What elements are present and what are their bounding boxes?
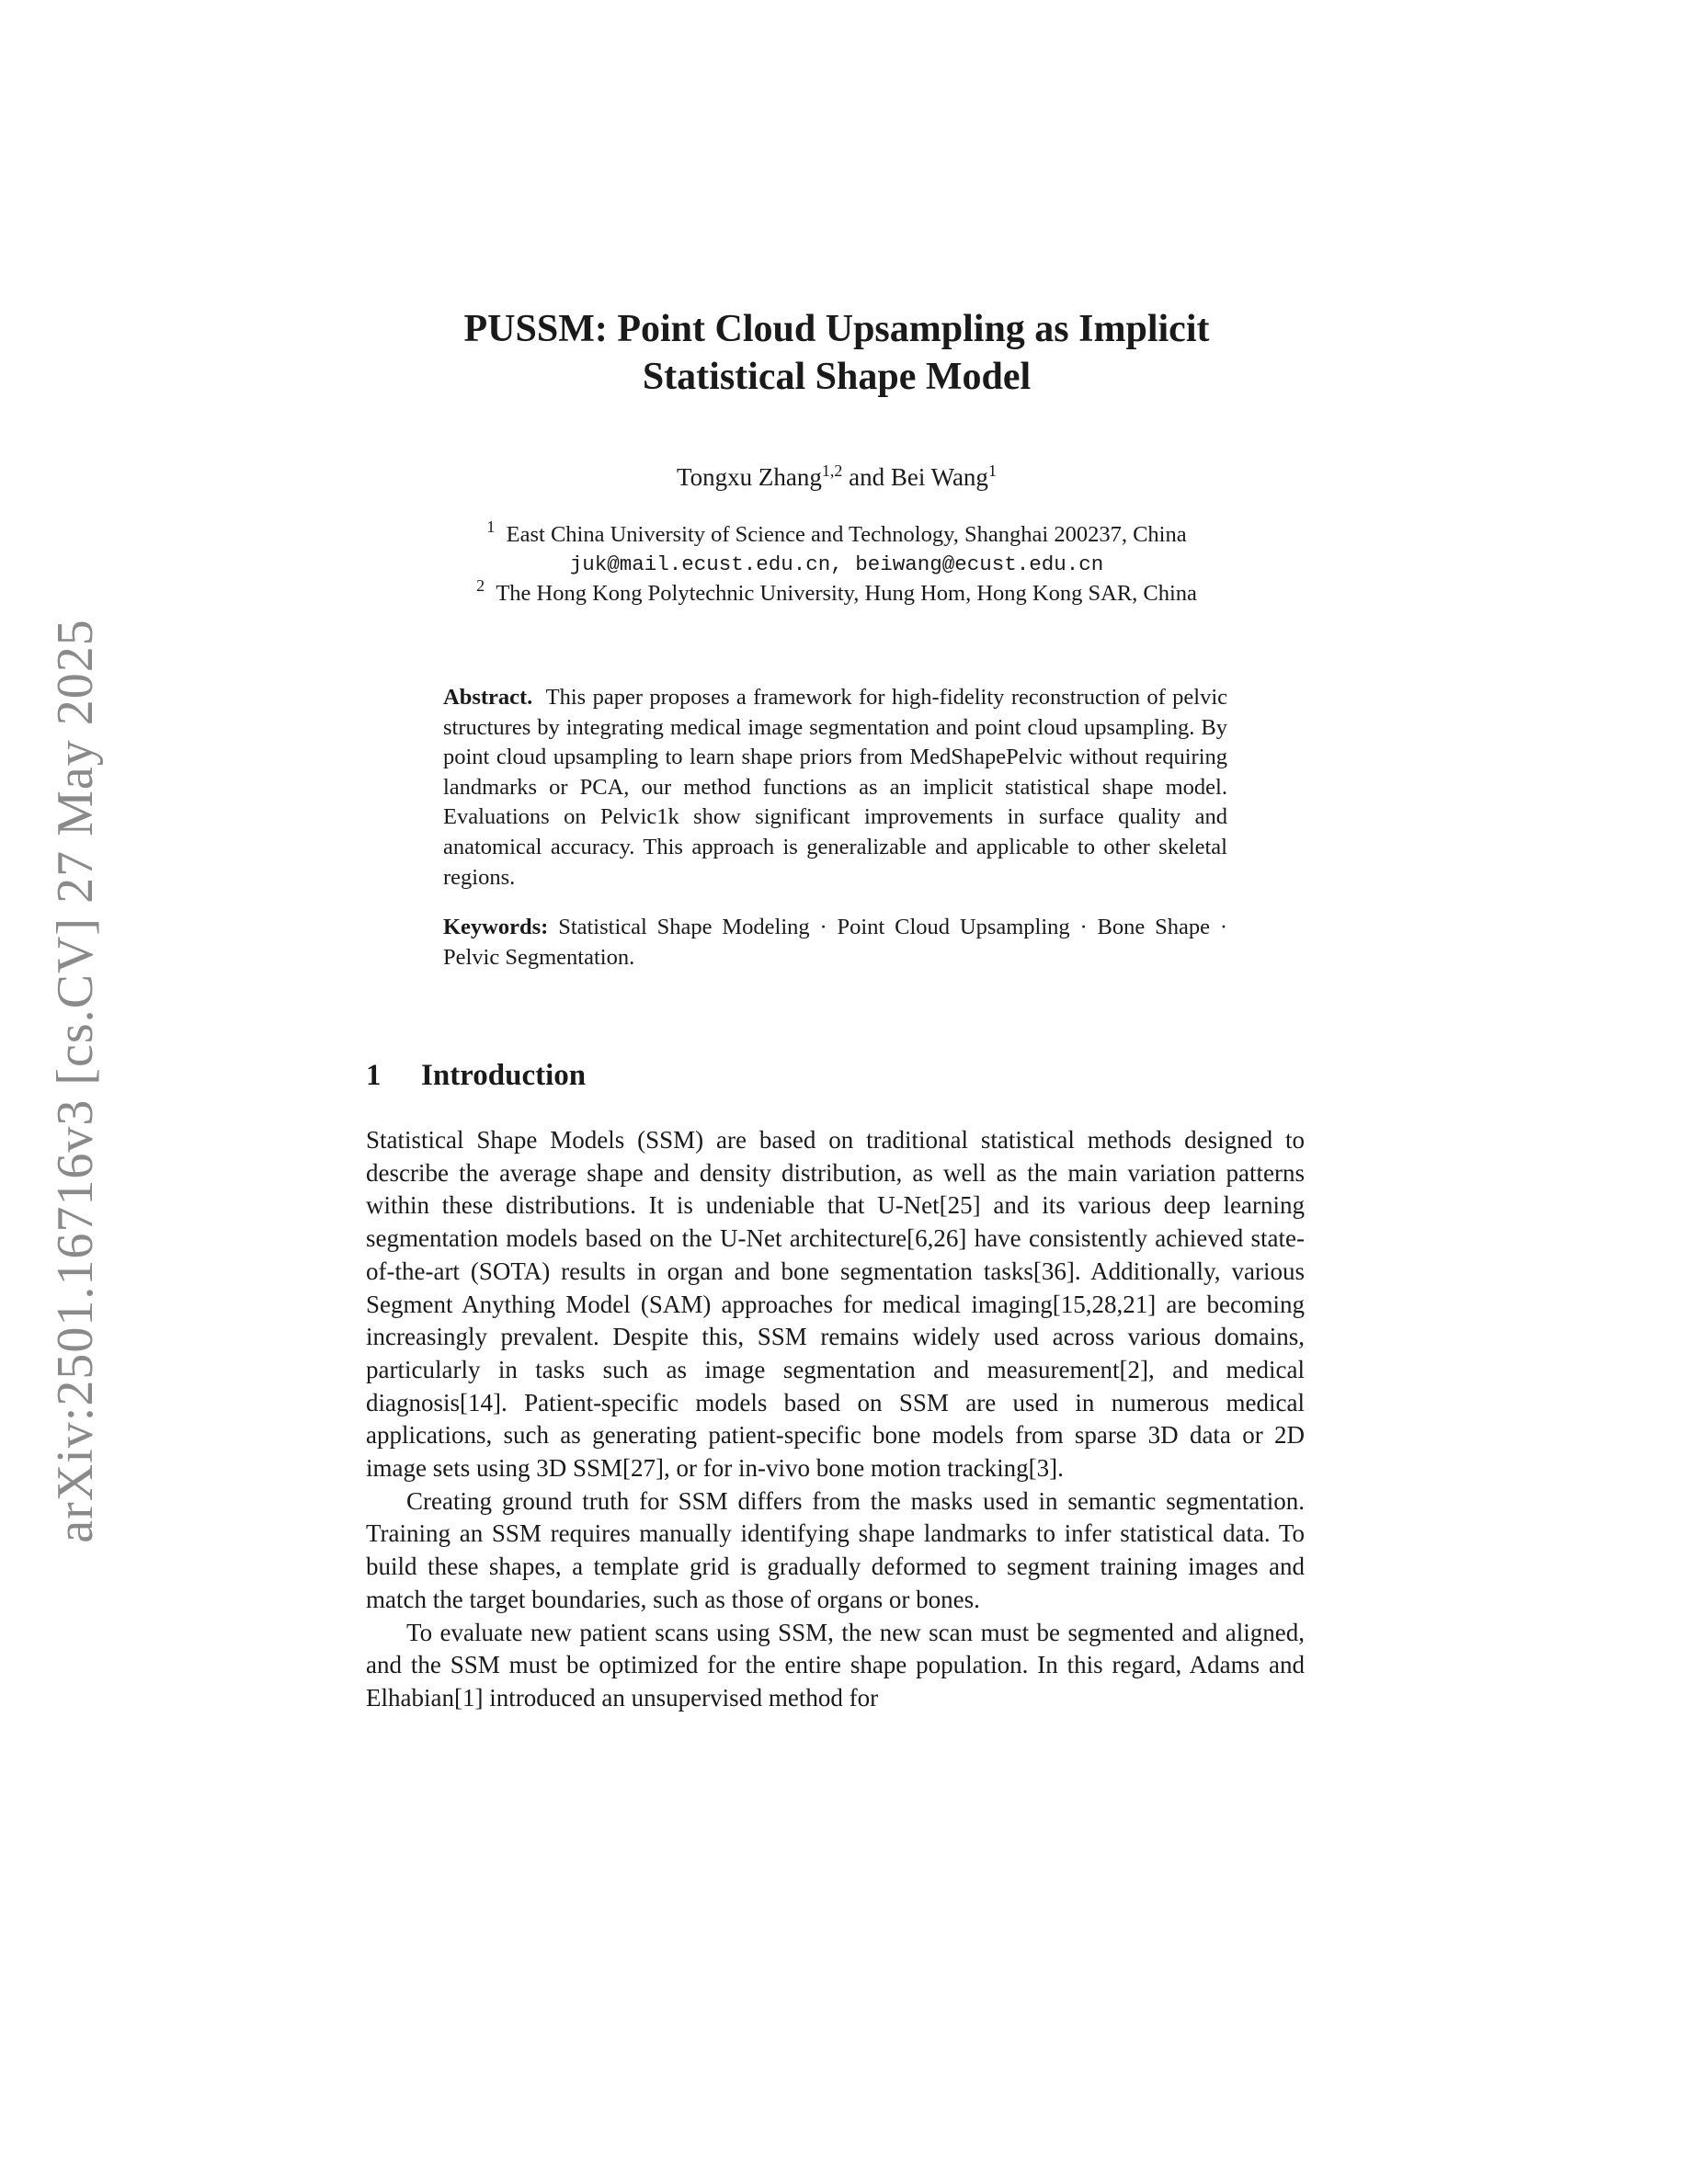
section-heading [366, 1057, 586, 1094]
abstract-text: This paper proposes a framework for high-fidelity reconstruction of pelvic structures by integrating medical image segmentation and point cloud upsampling. By point cloud upsampling to learn shape priors from MedShapePelvic without requiring landmarks or PCA, our method functions as an implicit statistical shape model. Evaluations on Pelvic1k show significant improvements in surface quality and anatomical accuracy. This approach is generalizable and applicable to other skeletal regions. [443, 685, 1228, 890]
paper-title-line-1: PUSSM: Point Cloud Upsampling as Implicit [463, 308, 1210, 350]
paper-title [368, 305, 1306, 401]
abstract-block [443, 683, 1227, 973]
affiliation-mark: 1 [486, 518, 496, 536]
paper-title-line-2: Statistical Shape Model [642, 356, 1032, 398]
introduction-body [366, 1124, 1305, 1715]
section-number: 1 [366, 1059, 382, 1092]
arxiv-identifier-stamp: arXiv:2501.16716v3 [cs.CV] 27 May 2025 [47, 619, 104, 1543]
affiliation-2 [368, 576, 1306, 609]
keywords-label: Keywords: [443, 915, 549, 940]
body-paragraph: Statistical Shape Models (SSM) are based on traditional statistical methods designed to describe the average shape and density distribution, as well as the main variation patterns within these distributions. It is undeniable that U-Net[25] and its various deep learning segmentation models based on the U-Net architecture[6,26] have consistently achieved state-of-the-art (SOTA) results in organ and bone segmentation tasks[36]. Additionally, various Segment Anything Model (SAM) approaches for medical imaging[15,28,21] are becoming increasingly prevalent. Despite this, SSM remains widely used across various domains, particularly in tasks such as image segmentation and measurement[2], and medical diagnosis[14]. Patient-specific models based on SSM are used in numerous medical applications, such as generating patient-specific bone models from sparse 3D data or 2D image sets using 3D SSM[27], or for in-vivo bone motion tracking[3]. [366, 1126, 1305, 1483]
author-affiliation-mark: 1,2 [821, 461, 843, 480]
author-emails: juk@mail.ecust.edu.cn, beiwang@ecust.edu.cn [569, 552, 1104, 576]
author-conjunction: and [842, 463, 891, 491]
keywords-text: Statistical Shape Modeling · Point Cloud Upsampling · Bone Shape · Pelvic Segmentation. [443, 915, 1227, 970]
section-title: Introduction [421, 1059, 587, 1092]
affiliation-1 [368, 520, 1306, 550]
affiliation-text: The Hong Kong Polytechnic University, Hung Hom, Hong Kong SAR, China [496, 581, 1197, 606]
affiliation-text: East China University of Science and Technology, Shanghai 200237, China [506, 522, 1187, 547]
keywords-paragraph [443, 913, 1227, 973]
affiliations [368, 520, 1306, 609]
body-paragraph: To evaluate new patient scans using SSM, the new scan must be segmented and aligned, and the SSM must be optimized for the entire shape population. In this regard, Adams and Elhabian[1] introduced an unsupervised method for [366, 1618, 1305, 1712]
author-list [368, 461, 1306, 493]
body-paragraph: Creating ground truth for SSM differs from the masks used in semantic segmentation. Training an SSM requires manually identifying shape landmarks to infer statistical data. To build these shapes, a template grid is gradually deformed to segment training images and match the target boundaries, such as those of organs or bones. [366, 1486, 1305, 1613]
abstract-paragraph [443, 683, 1227, 893]
affiliation-mark: 2 [476, 576, 485, 595]
abstract-label: Abstract. [443, 685, 533, 710]
author-affiliation-mark: 1 [987, 461, 997, 480]
author-name: Bei Wang [890, 463, 988, 491]
author-name: Tongxu Zhang [677, 463, 822, 491]
